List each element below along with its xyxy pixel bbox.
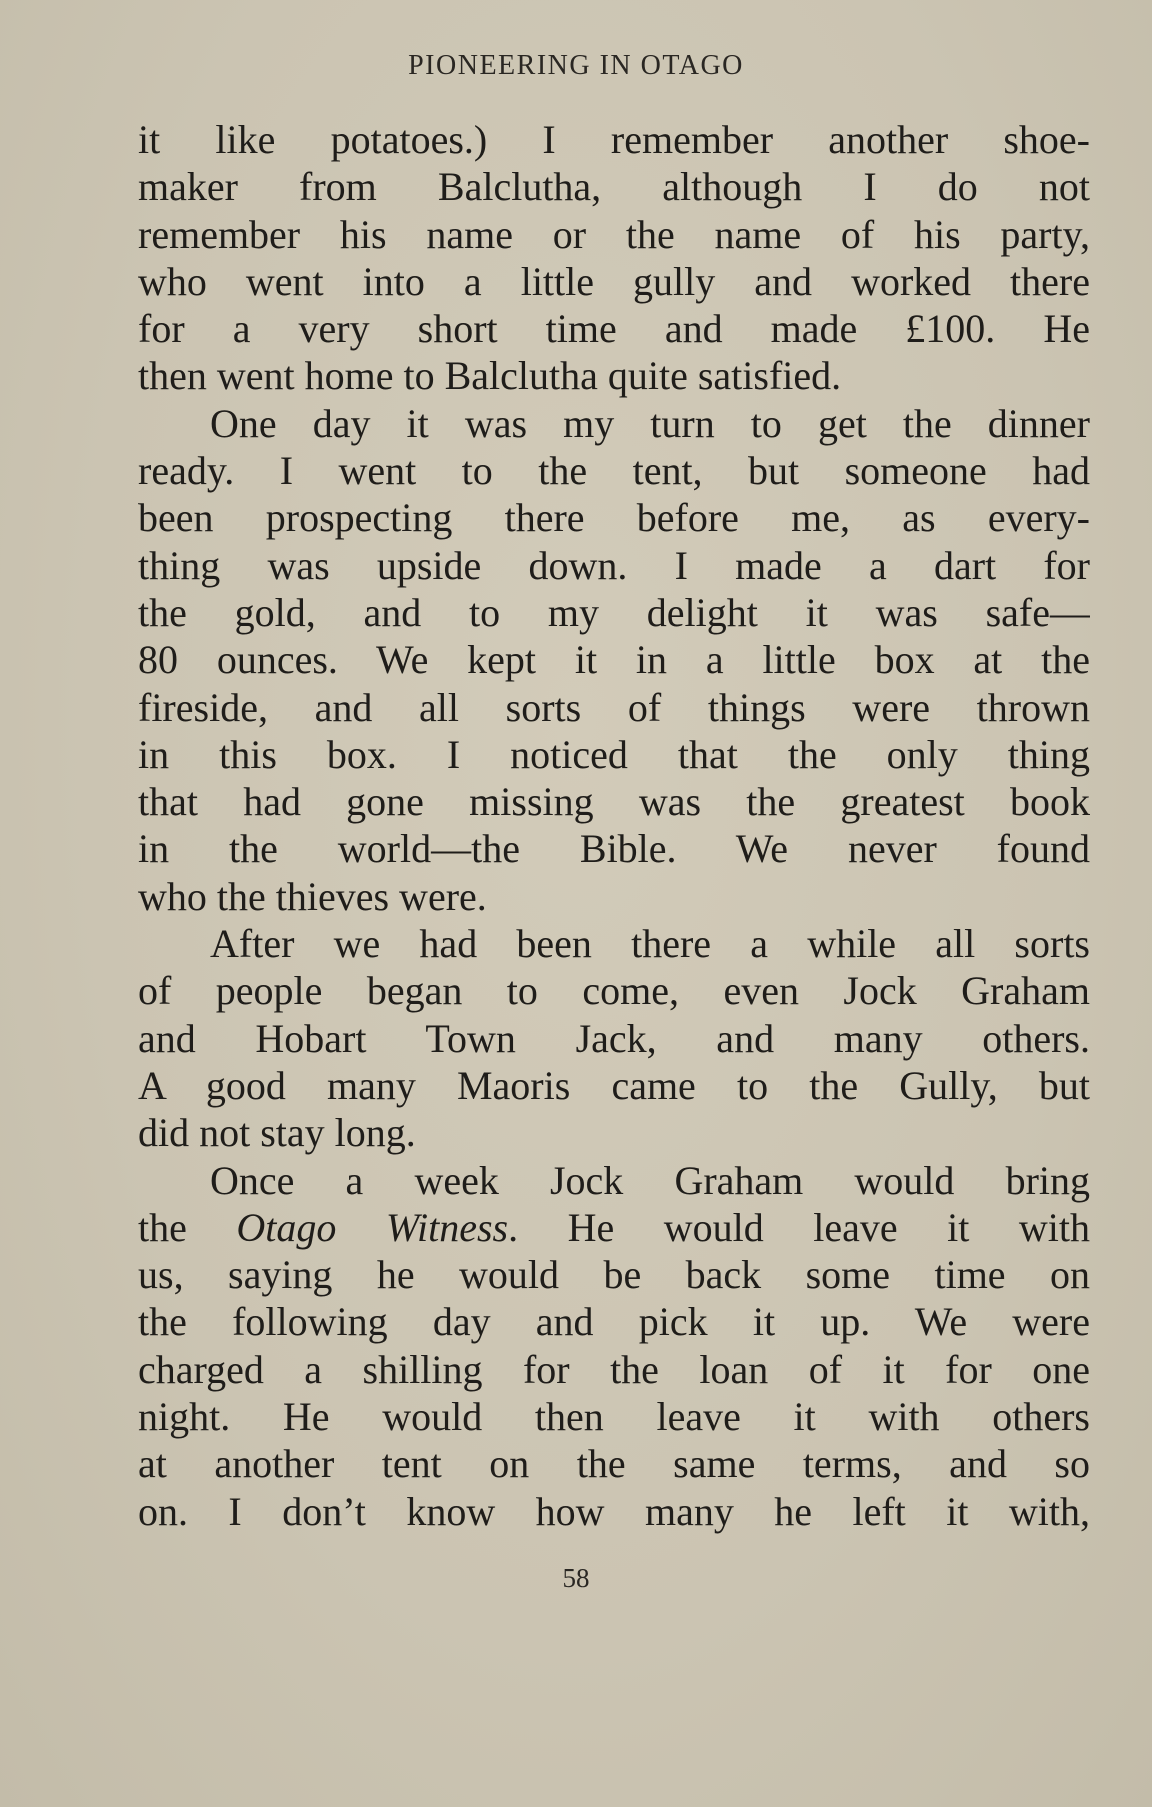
text-line: did not stay long. <box>138 1110 416 1156</box>
text-line-with-italic <box>138 1204 1090 1251</box>
text-line: ready. I went to the tent, but someone had <box>138 448 1090 494</box>
text-line: remember his name or the name of his party, <box>138 211 1090 257</box>
text-line: on. I don’t know how many he left it with, <box>138 1488 1090 1534</box>
text-line: the gold, and to my delight it was safe— <box>138 589 1090 635</box>
text-line: One day it was my turn to get the dinner <box>210 400 1090 446</box>
text-line: in the world—the Bible. We never found <box>138 826 1090 872</box>
text-line: night. He would then leave it with others <box>138 1394 1090 1440</box>
text-line: After we had been there a while all sorts <box>210 921 1090 967</box>
text-line: who went into a little gully and worked there <box>138 258 1090 304</box>
text-line: it like potatoes.) I remember another shoe- <box>138 117 1090 162</box>
text-line: of people began to come, even Jock Graham <box>138 968 1090 1014</box>
newspaper-title: Otago Witness <box>236 1204 509 1250</box>
text-line: 80 ounces. We kept it in a little box at the <box>138 637 1090 683</box>
text-line: in this box. I noticed that the only thing <box>138 731 1090 777</box>
running-head: PIONEERING IN OTAGO <box>408 50 744 81</box>
text-line: and Hobart Town Jack, and many others. <box>138 1015 1090 1061</box>
text-line: A good many Maoris came to the Gully, but <box>138 1062 1090 1108</box>
page-number: 58 <box>562 1563 590 1593</box>
text-line: charged a shilling for the loan of it for one <box>138 1346 1090 1392</box>
text-line: been prospecting there before me, as every- <box>138 495 1090 541</box>
text-line: Once a week Jock Graham would bring <box>210 1157 1090 1203</box>
text-line: fireside, and all sorts of things were thrown <box>138 684 1090 730</box>
text-line: at another tent on the same terms, and so <box>138 1441 1090 1487</box>
text-line: then went home to Balclutha quite satisfied. <box>138 353 842 399</box>
text-line: that had gone missing was the greatest book <box>138 779 1090 825</box>
text-run: the <box>138 1204 237 1250</box>
text-line: the following day and pick it up. We were <box>138 1299 1090 1345</box>
body-text <box>138 116 1090 1535</box>
text-run: . He would leave it with <box>508 1204 1090 1250</box>
text-line: who the thieves were. <box>138 873 487 919</box>
text-line: maker from Balclutha, although I do not <box>138 164 1090 210</box>
text-line: thing was upside down. I made a dart for <box>138 542 1090 588</box>
text-line: us, saying he would be back some time on <box>138 1252 1090 1298</box>
text-line: for a very short time and made £100. He <box>138 306 1090 352</box>
